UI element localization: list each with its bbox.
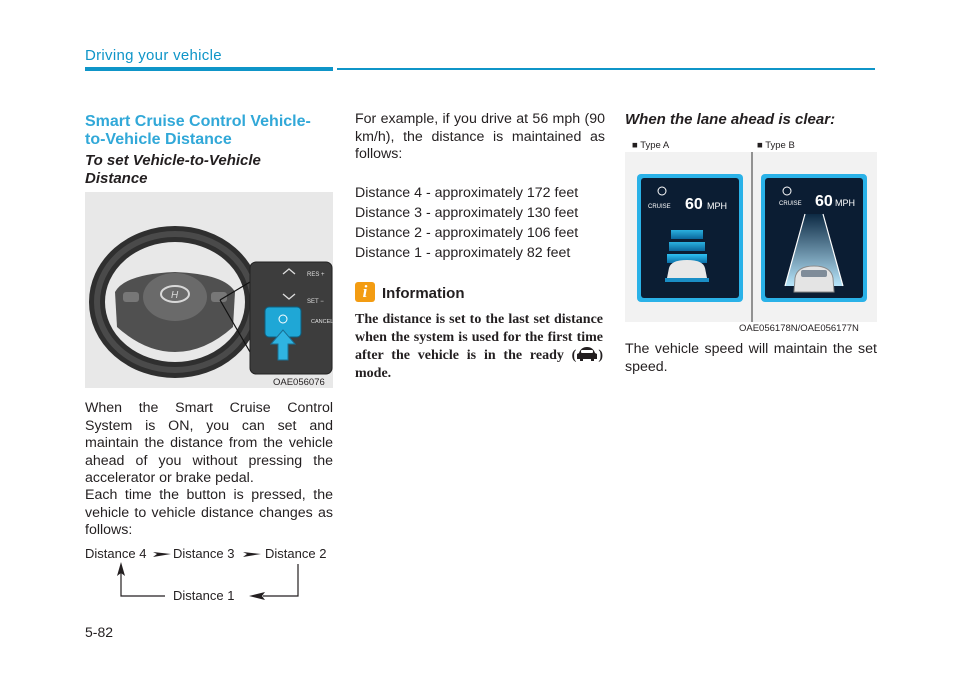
res-label: RES +	[307, 272, 325, 278]
right-paragraph: The vehicle speed will maintain the set speed.	[625, 341, 877, 375]
right-figure-code: OAE056178N/OAE056177N	[739, 323, 859, 334]
ready-car-icon	[576, 346, 598, 362]
left-paragraph-1: When the Smart Cruise Control System is ON, you can set and maintain the distance from the vehicle ahead of you without pressing the accelerator or brake pedal.	[85, 400, 333, 486]
header-rule-thick	[85, 67, 333, 71]
set-label: SET −	[307, 299, 324, 305]
distance-item: Distance 4 - approximately 172 feet	[355, 185, 579, 201]
cycle-distance-1: Distance 1	[173, 588, 235, 603]
type-b-label: ■ Type B	[757, 140, 795, 151]
left-heading	[85, 113, 333, 149]
subheading-line-1: To set Vehicle-to-Vehicle	[85, 152, 261, 169]
type-b-cruise: CRUISE	[779, 201, 802, 207]
cluster-figure	[625, 152, 877, 322]
type-b-speed: 60	[815, 193, 833, 210]
distance-cycle-diagram	[85, 540, 335, 610]
type-b-unit: MPH	[835, 198, 855, 208]
left-subheading	[85, 152, 333, 188]
distance-item: Distance 2 - approximately 106 feet	[355, 225, 579, 241]
cancel-label: CANCEL	[311, 319, 333, 325]
subheading-line-2: Distance	[85, 170, 148, 187]
heading-line-1: Smart Cruise Control Vehicle-	[85, 113, 311, 130]
middle-intro: For example, if you drive at 56 mph (90 km/h), the distance is maintained as follows:	[355, 111, 605, 162]
type-a-label: ■ Type A	[632, 140, 670, 151]
cycle-distance-2: Distance 2	[265, 546, 327, 561]
left-paragraph-2: Each time the button is pressed, the vehicle to vehicle distance changes as follows:	[85, 487, 333, 538]
cycle-distance-3: Distance 3	[173, 546, 235, 561]
svg-text:H: H	[171, 290, 179, 301]
page-number: 5-82	[85, 624, 114, 640]
section-title: Driving your vehicle	[85, 47, 222, 64]
info-icon: i	[355, 282, 375, 302]
steering-wheel-figure	[85, 192, 333, 388]
left-figure-code: OAE056076	[273, 377, 325, 388]
info-body: The distance is set to the last set distance when the system is used for the first time after the vehicle is in the ready ( ) mode.	[355, 312, 603, 381]
info-title: Information	[382, 285, 465, 302]
type-a-cruise: CRUISE	[648, 204, 671, 210]
distance-item: Distance 1 - approximately 82 feet	[355, 245, 571, 261]
type-a-unit: MPH	[707, 201, 727, 211]
cycle-distance-4: Distance 4	[85, 546, 147, 561]
heading-line-2: to-Vehicle Distance	[85, 131, 232, 148]
distance-list	[355, 185, 605, 263]
header-rule-thin	[337, 68, 875, 70]
right-heading: When the lane ahead is clear:	[625, 111, 836, 128]
distance-item: Distance 3 - approximately 130 feet	[355, 205, 579, 221]
type-a-speed: 60	[685, 196, 703, 213]
